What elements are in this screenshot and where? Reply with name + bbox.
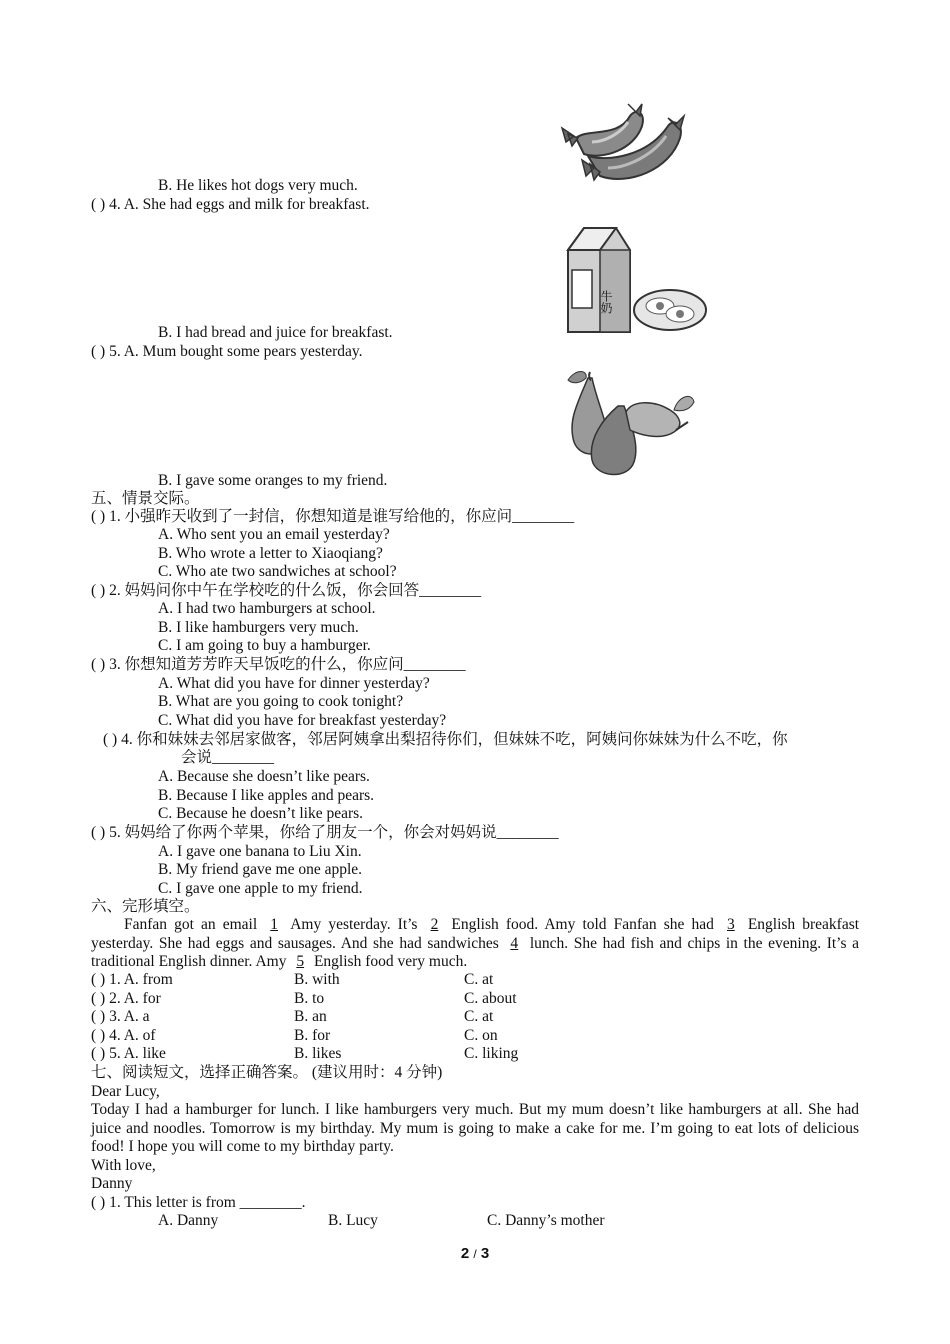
blank-3: 3 bbox=[726, 916, 735, 933]
cloze-q2-a: ( ) 2. A. for bbox=[91, 990, 161, 1007]
cloze-q1-a: ( ) 1. A. from bbox=[91, 971, 173, 988]
part5-q4-b: B. Because I like apples and pears. bbox=[158, 787, 375, 804]
letter-signature: Danny bbox=[91, 1175, 133, 1192]
cloze-q1-c: C. at bbox=[464, 971, 494, 988]
part5-q3-c: C. What did you have for breakfast yesterday? bbox=[158, 712, 447, 729]
milk-label: 牛奶 bbox=[599, 290, 613, 314]
part5-q3-a: A. What did you have for dinner yesterday? bbox=[158, 675, 430, 692]
part5-q4-c: C. Because he doesn’t like pears. bbox=[158, 805, 364, 822]
cloze-q5-b: B. likes bbox=[294, 1045, 342, 1062]
cloze-q5-a: ( ) 5. A. like bbox=[91, 1045, 166, 1062]
part5-q1-a: A. Who sent you an email yesterday? bbox=[158, 526, 390, 543]
part5-q3: ( ) 3. 你想知道芳芳昨天早饭吃的什么，你应问________ bbox=[91, 656, 466, 673]
blank-5: 5 bbox=[296, 953, 305, 970]
letter-closing: With love, bbox=[91, 1157, 156, 1174]
part5-q2-a: A. I had two hamburgers at school. bbox=[158, 600, 376, 617]
cloze-q3-a: ( ) 3. A. a bbox=[91, 1008, 150, 1025]
part5-heading: 五、情景交际。 bbox=[91, 490, 200, 507]
cloze-q2-c: C. about bbox=[464, 990, 517, 1007]
cloze-q3-b: B. an bbox=[294, 1008, 327, 1025]
q5-option-b: B. I gave some oranges to my friend. bbox=[158, 472, 388, 489]
cloze-q5-c: C. liking bbox=[464, 1045, 519, 1062]
cloze-q1-b: B. with bbox=[294, 971, 340, 988]
pears-image bbox=[558, 366, 703, 481]
q5-option-a: ( ) 5. A. Mum bought some pears yesterday. bbox=[91, 343, 363, 360]
cloze-q4-b: B. for bbox=[294, 1027, 331, 1044]
cloze-passage: Fanfan got an email 1 Amy yesterday. It’s 2 English food. Amy told Fanfan she had 3 English breakfast yesterday. She had eggs and sausages. And she had sandwiches 4 lunch. She had fish and chips in the evening. It’s a traditional English dinner. Amy 5 English food very much. bbox=[91, 916, 860, 970]
part6-heading: 六、完形填空。 bbox=[91, 898, 200, 915]
part7-heading: 七、阅读短文，选择正确答案。 (建议用时：4 分钟) bbox=[91, 1064, 443, 1081]
part5-q5-a: A. I gave one banana to Liu Xin. bbox=[158, 843, 362, 860]
part5-q5-c: C. I gave one apple to my friend. bbox=[158, 880, 363, 897]
part5-q3-b: B. What are you going to cook tonight? bbox=[158, 693, 404, 710]
blank-4: 4 bbox=[510, 934, 519, 952]
part7-q1-c: C. Danny’s mother bbox=[487, 1212, 605, 1229]
part5-q2: ( ) 2. 妈妈问你中午在学校吃的什么饭，你会回答________ bbox=[91, 582, 482, 599]
part5-q1-c: C. Who ate two sandwiches at school? bbox=[158, 563, 397, 580]
part5-q1-b: B. Who wrote a letter to Xiaoqiang? bbox=[158, 545, 383, 562]
part5-q5-b: B. My friend gave me one apple. bbox=[158, 861, 363, 878]
part5-q1: ( ) 1. 小强昨天收到了一封信，你想知道是谁写给他的，你应问________ bbox=[91, 508, 575, 525]
part5-q2-c: C. I am going to buy a hamburger. bbox=[158, 637, 371, 654]
blank-2: 2 bbox=[430, 916, 439, 933]
cloze-q3-c: C. at bbox=[464, 1008, 494, 1025]
part7-q1-b: B. Lucy bbox=[328, 1212, 378, 1229]
blank-1: 1 bbox=[270, 916, 278, 933]
letter-body: Today I had a hamburger for lunch. I like hamburgers very much. But my mum doesn’t like hamburgers at all. She had juice and noodles. Tomorrow is my birthday. My mum is going to make a cake for me. I’m going to eat lots of delicious food! I hope you will come to my birthday party. bbox=[91, 1101, 859, 1155]
cloze-q4-c: C. on bbox=[464, 1027, 498, 1044]
part7-q1-a: A. Danny bbox=[158, 1212, 219, 1229]
cloze-q2-b: B. to bbox=[294, 990, 325, 1007]
q4-option-a: ( ) 4. A. She had eggs and milk for breakfast. bbox=[91, 196, 370, 213]
cloze-q4-a: ( ) 4. A. of bbox=[91, 1027, 156, 1044]
q3-option-b: B. He likes hot dogs very much. bbox=[158, 177, 358, 194]
part7-q1: ( ) 1. This letter is from ________. bbox=[91, 1194, 306, 1211]
part5-q5: ( ) 5. 妈妈给了你两个苹果，你给了朋友一个，你会对妈妈说________ bbox=[91, 824, 559, 841]
part5-q4-a: A. Because she doesn’t like pears. bbox=[158, 768, 370, 785]
part5-q4-cont: 会说________ bbox=[181, 749, 275, 766]
page-number: 2 / 3 bbox=[460, 1245, 490, 1262]
sausages-image bbox=[558, 98, 688, 188]
part5-q2-b: B. I like hamburgers very much. bbox=[158, 619, 359, 636]
letter-greeting: Dear Lucy, bbox=[91, 1083, 160, 1100]
milk-eggs-image bbox=[562, 220, 710, 338]
q4-option-b: B. I had bread and juice for breakfast. bbox=[158, 324, 393, 341]
part5-q4: ( ) 4. 你和妹妹去邻居家做客，邻居阿姨拿出梨招待你们，但妹妹不吃，阿姨问你妹妹为什么不吃，你 bbox=[103, 731, 788, 748]
